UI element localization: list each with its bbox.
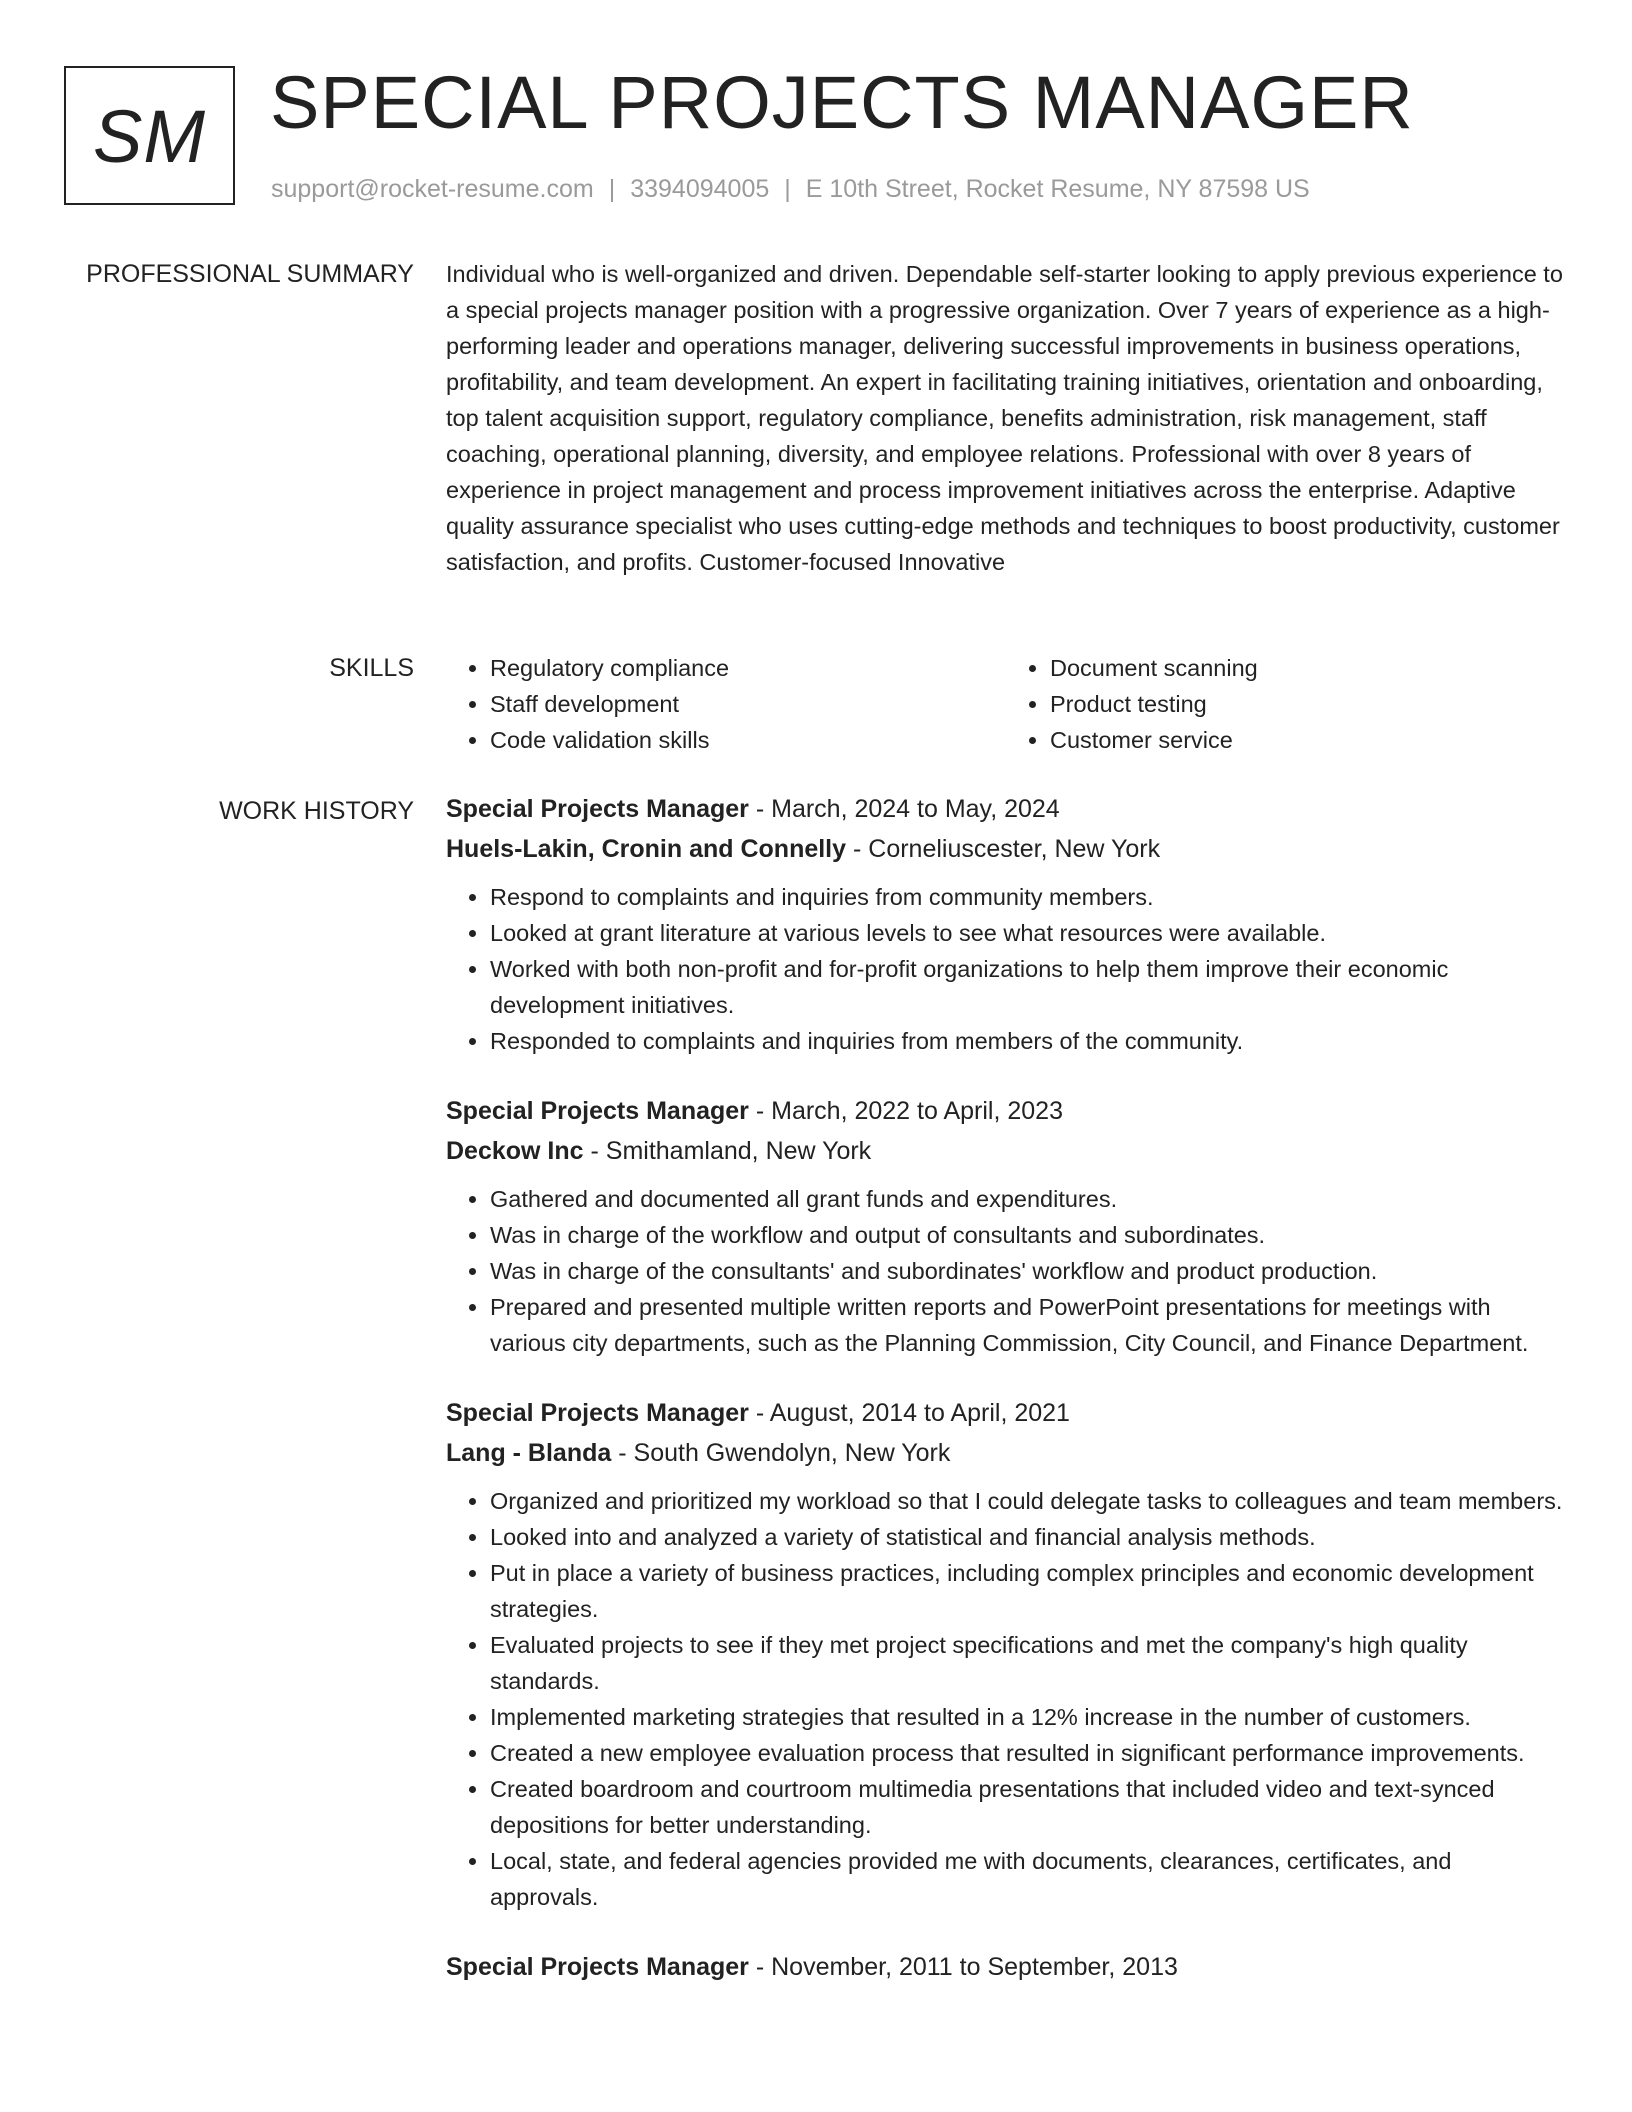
job-location: - South Gwendolyn, New York	[611, 1439, 951, 1467]
skills-heading: SKILLS	[329, 654, 414, 682]
skills-column-left	[446, 650, 1006, 758]
resume-title: SPECIAL PROJECTS MANAGER	[270, 61, 1414, 144]
job-location: - Corneliuscester, New York	[846, 835, 1161, 863]
skills-column-right	[1006, 650, 1566, 758]
job-bullet: • Looked at grant literature at various levels to see what resources were available.	[490, 915, 1566, 951]
job-dates: - March, 2024 to May, 2024	[748, 795, 1060, 823]
skill-item: • Product testing	[1050, 686, 1566, 722]
job-title: Special Projects Manager	[446, 1953, 749, 1981]
work-history-heading: WORK HISTORY	[219, 797, 414, 825]
job-location: - Smithamland, New York	[583, 1137, 872, 1165]
contact-email[interactable]: support@rocket-resume.com	[271, 175, 594, 203]
contact-separator: |	[608, 175, 616, 203]
job-title-line	[446, 1393, 1566, 1433]
skill-item: • Document scanning	[1050, 650, 1566, 686]
job-title: Special Projects Manager	[446, 1097, 749, 1125]
monogram-initials: SM	[93, 95, 206, 178]
job-bullet: • Implemented marketing strategies that resulted in a 12% increase in the number of customers.	[490, 1699, 1566, 1735]
job-company: Lang - Blanda	[446, 1439, 612, 1467]
job-title: Special Projects Manager	[446, 1399, 749, 1427]
contact-separator: |	[784, 175, 791, 203]
contact-address: E 10th Street, Rocket Resume, NY 87598 US	[805, 175, 1310, 203]
job-bullets	[446, 1483, 1566, 1915]
job-dates: - November, 2011 to September, 2013	[748, 1953, 1178, 1981]
job-entry	[446, 1091, 1566, 1361]
job-dates: - August, 2014 to April, 2021	[748, 1399, 1070, 1427]
job-bullet: • Created boardroom and courtroom multimedia presentations that included video and text-synced depositions for better understanding.	[490, 1771, 1566, 1843]
summary-body	[446, 256, 1566, 580]
skill-item: • Customer service	[1050, 722, 1566, 758]
monogram-box	[64, 66, 235, 205]
job-bullet: • Put in place a variety of business practices, including complex principles and economic development strategies.	[490, 1555, 1566, 1627]
work-history-body	[446, 789, 1566, 2019]
job-title-line	[446, 789, 1566, 829]
summary-heading: PROFESSIONAL SUMMARY	[86, 260, 414, 288]
job-bullet: • Respond to complaints and inquiries from community members.	[490, 879, 1566, 915]
skills-body	[446, 650, 1566, 758]
job-bullet: • Created a new employee evaluation process that resulted in significant performance improvements.	[490, 1735, 1566, 1771]
job-dates: - March, 2022 to April, 2023	[748, 1097, 1063, 1125]
job-entry	[446, 1947, 1566, 1987]
job-bullet: • Evaluated projects to see if they met project specifications and met the company's high quality standards.	[490, 1627, 1566, 1699]
job-bullet: • Gathered and documented all grant funds and expenditures.	[490, 1181, 1566, 1217]
job-bullet: • Responded to complaints and inquiries from members of the community.	[490, 1023, 1566, 1059]
job-bullet: • Local, state, and federal agencies provided me with documents, clearances, certificates, and approvals.	[490, 1843, 1566, 1915]
skill-item: • Staff development	[490, 686, 1006, 722]
job-company-line	[446, 1131, 1566, 1171]
job-bullet: • Organized and prioritized my workload so that I could delegate tasks to colleagues and team members.	[490, 1483, 1566, 1519]
contact-line	[271, 175, 1310, 204]
job-bullets	[446, 879, 1566, 1059]
job-bullets	[446, 1181, 1566, 1361]
job-entry	[446, 789, 1566, 1059]
job-bullet: • Prepared and presented multiple written reports and PowerPoint presentations for meetings with various city departments, such as the Planning Commission, City Council, and Finance Department.	[490, 1289, 1566, 1361]
job-entry	[446, 1393, 1566, 1915]
skill-item: • Regulatory compliance	[490, 650, 1006, 686]
summary-text: Individual who is well-organized and driven. Dependable self-starter looking to apply previous experience to a special projects manager position with a progressive organization. Over 7 years of experience as a high-performing leader and operations manager, delivering successful improvements in business operations, profitability, and team development. An expert in facilitating training initiatives, orientation and onboarding, top talent acquisition support, regulatory compliance, benefits administration, risk management, staff coaching, operational planning, diversity, and employee relations. Professional with over 8 years of experience in project management and process improvement initiatives across the enterprise. Adaptive quality assurance specialist who uses cutting-edge methods and techniques to boost productivity, customer satisfaction, and profits. Customer-focused Innovative	[446, 261, 1563, 575]
job-bullet: • Looked into and analyzed a variety of statistical and financial analysis methods.	[490, 1519, 1566, 1555]
contact-phone[interactable]: 3394094005	[630, 175, 770, 203]
job-bullet: • Worked with both non-profit and for-profit organizations to help them improve their economic development initiatives.	[490, 951, 1566, 1023]
job-title: Special Projects Manager	[446, 795, 749, 823]
skill-item: • Code validation skills	[490, 722, 1006, 758]
job-company-line	[446, 1433, 1566, 1473]
job-title-line	[446, 1091, 1566, 1131]
job-bullet: • Was in charge of the workflow and output of consultants and subordinates.	[490, 1217, 1566, 1253]
job-company: Huels-Lakin, Cronin and Connelly	[446, 835, 847, 863]
job-company-line	[446, 829, 1566, 869]
job-company: Deckow Inc	[446, 1137, 584, 1165]
job-title-line	[446, 1947, 1566, 1987]
job-bullet: • Was in charge of the consultants' and subordinates' workflow and product production.	[490, 1253, 1566, 1289]
